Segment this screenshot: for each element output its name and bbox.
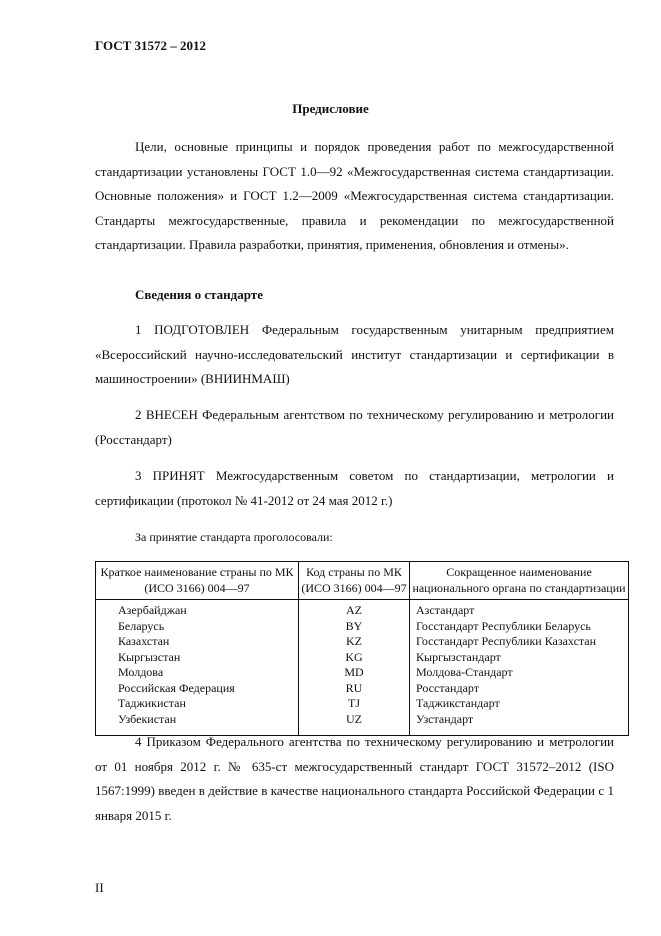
country-code: AZ (346, 603, 362, 617)
standards-body-column (410, 600, 629, 736)
country-name: Беларусь (118, 618, 165, 633)
country-code: TJ (348, 696, 360, 710)
column-header-code: Код страны по МК (ИСО 3166) 004—97 (299, 562, 410, 600)
country-name: Узбекистан (118, 711, 177, 726)
country-name: Азербайджан (118, 603, 187, 617)
code-column (299, 600, 410, 736)
item-prepared: 1 ПОДГОТОВЛЕН Федеральным государственным унитарным предприятием «Всероссийский научно-исследовательский институт стандартизации и сертификации в машиностроении» (ВНИИНМАШ) (95, 322, 614, 386)
standards-body-name: Таджикстандарт (416, 696, 500, 710)
country-code: RU (345, 680, 363, 695)
standards-body-name: Госстандарт Республики Беларусь (416, 618, 591, 633)
page-number: II (95, 880, 104, 895)
column-header-country: Краткое наименование страны по МК (ИСО 3166) 004—97 (96, 562, 299, 600)
standards-body-name: Молдова-Стандарт (416, 665, 513, 679)
section-title: Предисловие (292, 101, 369, 116)
table-header-row (96, 562, 629, 600)
document-header: ГОСТ 31572 – 2012 (95, 38, 207, 53)
item-enacted: 4 Приказом Федерального агентства по техническому регулированию и метрологии от 01 ноября 2012 г. № 635-ст межгосударственный стандарт ГОСТ 31572–2012 (ISO 1567:1999) введен в действие в качестве национального стандарта Российской Федерации с 1 января 2015 г. (95, 734, 614, 823)
country-code: KG (345, 649, 363, 664)
voted-label: За принятие стандарта проголосовали: (135, 530, 333, 544)
intro-paragraph: Цели, основные принципы и порядок проведения работ по межгосударственной стандартизации установлены ГОСТ 1.0—92 «Межгосударственная система стандартизации. Основные положения» и ГОСТ 1.2—2009 «Межгосударственная система стандартизации. Стандарты межгосударственные, правила и рекомендации по межгосударственной стандартизации. Правила разработки, принятия, применения, обновления и отмены». (95, 139, 614, 252)
standards-body-name: Азстандарт (416, 603, 475, 617)
standards-body-name: Кыргызстандарт (416, 649, 501, 664)
country-code: KZ (346, 634, 362, 648)
standards-body-name: Узстандарт (416, 711, 474, 726)
standards-body-name: Госстандарт Республики Казахстан (416, 634, 597, 648)
country-name: Казахстан (118, 634, 170, 648)
country-code: MD (344, 665, 364, 679)
country-name: Молдова (118, 665, 164, 679)
country-code: BY (345, 618, 363, 633)
standard-info-heading: Сведения о стандарте (135, 287, 263, 302)
country-name: Таджикистан (118, 696, 186, 710)
column-header-standards-body: Сокращенное наименование национального органа по стандартизации (410, 562, 629, 600)
voting-table (95, 561, 629, 736)
country-name: Кыргызстан (118, 649, 181, 664)
standards-body-name: Росстандарт (416, 680, 479, 695)
item-adopted: 3 ПРИНЯТ Межгосударственным советом по стандартизации, метрологии и сертификации (протокол № 41-2012 от 24 мая 2012 г.) (95, 468, 614, 508)
table-row (96, 600, 629, 736)
country-column (96, 600, 299, 736)
country-code: UZ (346, 711, 362, 726)
item-introduced: 2 ВНЕСЕН Федеральным агентством по техническому регулированию и метрологии (Росстандарт) (95, 407, 614, 447)
country-name: Российская Федерация (118, 680, 235, 695)
